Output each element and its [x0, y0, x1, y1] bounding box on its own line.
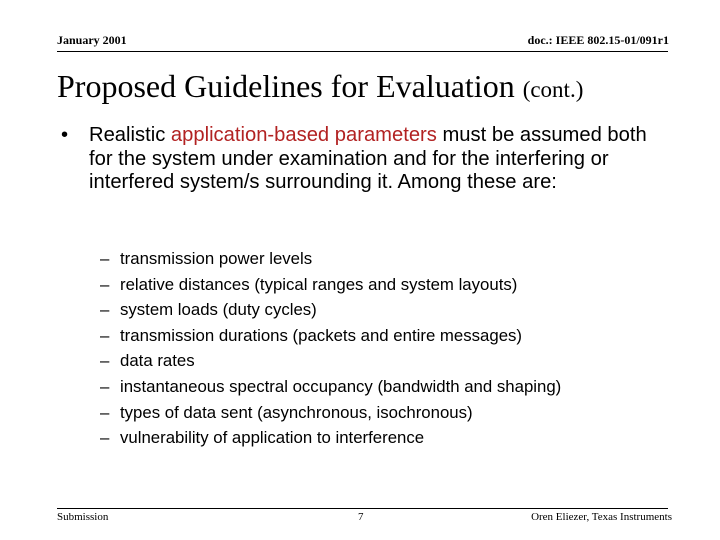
footer-author: Oren Eliezer, Texas Instruments — [531, 511, 672, 523]
dash-marker: – — [100, 274, 110, 294]
footer-submission: Submission — [57, 511, 109, 523]
list-item-text: system loads (duty cycles) — [120, 300, 317, 320]
bullet-highlight: application-based parameters — [170, 124, 437, 146]
list-item — [100, 374, 561, 400]
dash-marker: – — [100, 300, 110, 320]
bullet-marker: • — [61, 124, 69, 146]
list-item-text: instantaneous spectral occupancy (bandwidth and shaping) — [120, 376, 562, 396]
list-item — [100, 246, 561, 272]
dash-marker: – — [100, 351, 110, 371]
bullet-rest: must be assumed both for the system under examination and for the interfering or interfered system/s surrounding it. Among these are: — [89, 124, 647, 193]
bullet-prefix: Realistic — [89, 124, 171, 146]
header-doc-id: doc.: IEEE 802.15-01/091r1 — [527, 33, 669, 47]
footer-divider — [57, 508, 668, 509]
list-item-text: transmission durations (packets and entire messages) — [120, 325, 523, 345]
dash-marker: – — [100, 249, 110, 268]
page-number: 7 — [358, 511, 364, 523]
dash-marker: – — [100, 325, 110, 345]
list-item — [100, 400, 561, 426]
list-item-text: data rates — [120, 351, 195, 371]
bullet-text — [89, 124, 661, 195]
dash-marker: – — [100, 376, 110, 396]
list-item — [100, 272, 561, 298]
dash-marker: – — [100, 402, 110, 422]
title-suffix: (cont.) — [522, 77, 584, 102]
list-item-text: vulnerability of application to interference — [120, 428, 425, 448]
list-item-text: types of data sent (asynchronous, isochronous) — [120, 402, 473, 422]
header-date: January 2001 — [57, 33, 127, 47]
list-item — [100, 348, 561, 374]
list-item-text: transmission power levels — [120, 249, 313, 268]
slide-title — [57, 64, 583, 112]
list-item — [100, 323, 561, 349]
main-bullet — [61, 124, 661, 195]
title-main: Proposed Guidelines for Evaluation — [57, 68, 515, 104]
list-item-text: relative distances (typical ranges and system layouts) — [120, 274, 518, 294]
list-item — [100, 297, 561, 323]
list-item — [100, 425, 561, 451]
header-divider — [57, 51, 668, 52]
dash-marker: – — [100, 428, 110, 448]
sub-bullet-list — [100, 246, 561, 451]
